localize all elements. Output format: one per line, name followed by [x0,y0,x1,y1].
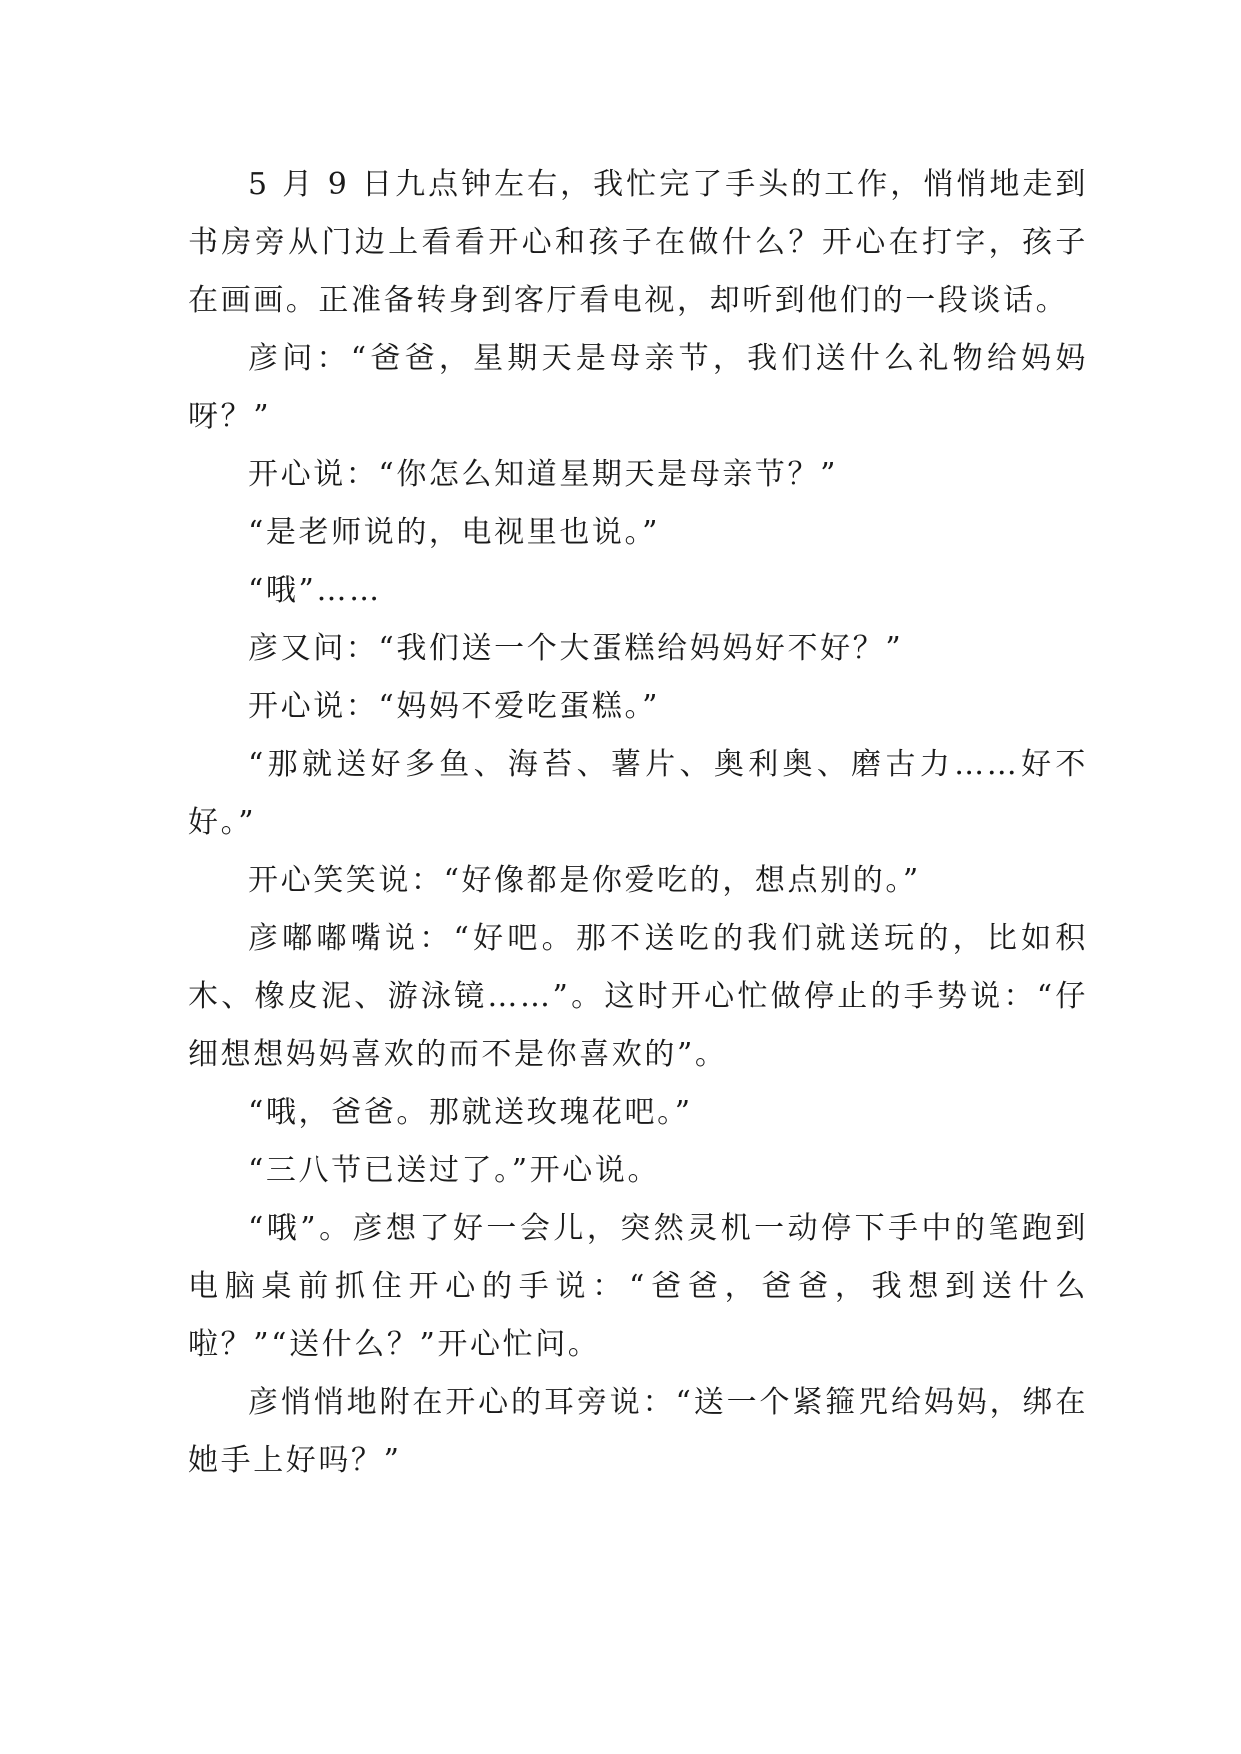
paragraph-11: “哦，爸爸。那就送玫瑰花吧。” [248,1095,693,1130]
paragraph-6: 彦又问：“我们送一个大蛋糕给妈妈好不好？” [248,631,904,666]
paragraph-13: “哦”。彦想了好一会儿，突然灵机一动停下手中的笔跑到电脑桌前抓住开心的手说：“爸爸，爸爸，我想到送什么啦？”“送什么？”开心忙问。 [188,1211,1088,1362]
paragraph-7: 开心说：“妈妈不爱吃蛋糕。” [248,689,661,724]
paragraph-1: 5 月 9 日九点钟左右，我忙完了手头的工作，悄悄地走到书房旁从门边上看看开心和孩子在做什么？开心在打字，孩子在画画。正准备转身到客厅看电视，却听到他们的一段谈话。 [188,167,1088,318]
paragraph-10: 彦嘟嘟嘴说：“好吧。那不送吃的我们就送玩的，比如积木、橡皮泥、游泳镜……”。这时开心忙做停止的手势说：“仔细想想妈妈喜欢的而不是你喜欢的”。 [188,921,1088,1072]
document-body [188,156,1088,1490]
paragraph-12: “三八节已送过了。”开心说。 [248,1153,661,1188]
paragraph-14: 彦悄悄地附在开心的耳旁说：“送一个紧箍咒给妈妈，绑在她手上好吗？” [188,1385,1088,1478]
paragraph-8: “那就送好多鱼、海苔、薯片、奥利奥、磨古力……好不好。” [188,747,1088,840]
paragraph-3: 开心说：“你怎么知道星期天是母亲节？” [248,457,839,492]
paragraph-9: 开心笑笑说：“好像都是你爱吃的，想点别的。” [248,863,921,898]
paragraph-4: “是老师说的，电视里也说。” [248,515,661,550]
paragraph-5: “哦”…… [248,573,382,608]
paragraph-2: 彦问：“爸爸，星期天是母亲节，我们送什么礼物给妈妈呀？” [188,341,1088,434]
